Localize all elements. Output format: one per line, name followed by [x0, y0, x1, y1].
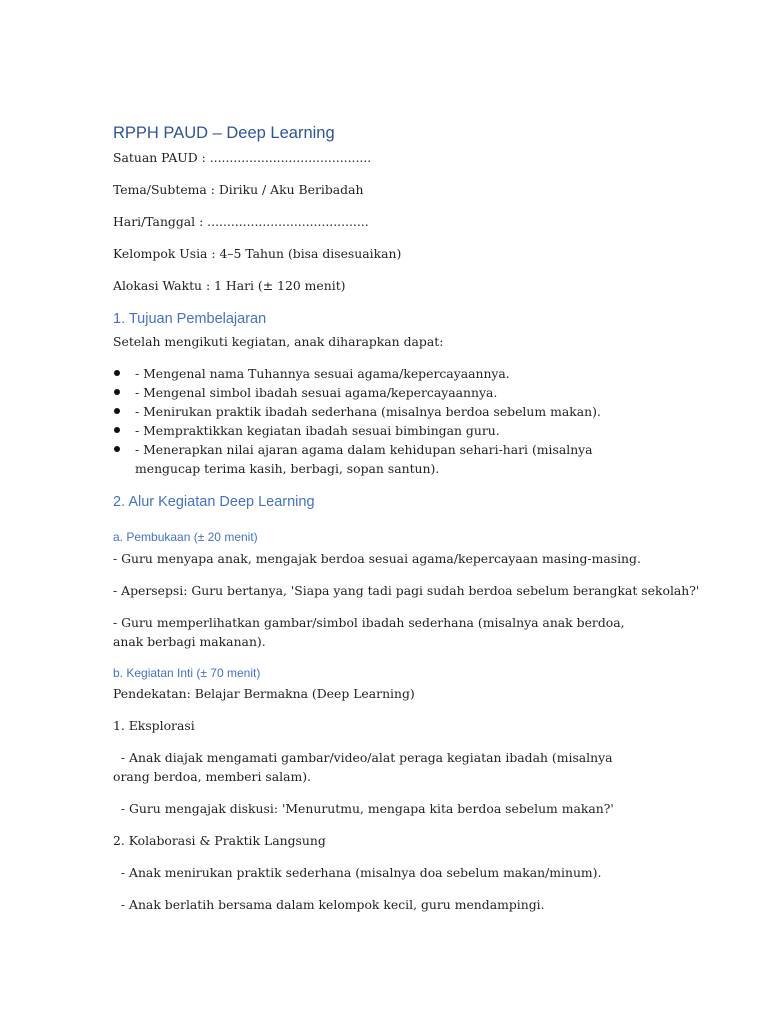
meta-hari: Hari/Tanggal : ......................................... — [113, 214, 369, 229]
bullet-icon — [114, 427, 120, 433]
step-eksplorasi: 1. Eksplorasi — [113, 718, 195, 733]
bullet-icon — [114, 408, 120, 414]
subheading-kegiatan-inti: b. Kegiatan Inti (± 70 menit) — [113, 666, 261, 680]
pembukaan-paragraph: - Apersepsi: Guru bertanya, 'Siapa yang tadi pagi sudah berdoa sebelum berangkat sekolah?' — [113, 583, 700, 598]
bullet-text: - Mempraktikkan kegiatan ibadah sesuai bimbingan guru. — [135, 423, 500, 438]
document-title: RPPH PAUD – Deep Learning — [113, 124, 335, 142]
section-heading-alur: 2. Alur Kegiatan Deep Learning — [113, 494, 315, 510]
subheading-pembukaan: a. Pembukaan (± 20 menit) — [113, 530, 258, 544]
section-intro: Setelah mengikuti kegiatan, anak diharapkan dapat: — [113, 334, 444, 349]
meta-kelompok: Kelompok Usia : 4–5 Tahun (bisa disesuaikan) — [113, 246, 402, 261]
meta-alokasi: Alokasi Waktu : 1 Hari (± 120 menit) — [113, 278, 346, 293]
pembukaan-paragraph: - Guru menyapa anak, mengajak berdoa sesuai agama/kepercayaan masing-masing. — [113, 551, 641, 566]
bullet-text: - Menirukan praktik ibadah sederhana (misalnya berdoa sebelum makan). — [135, 404, 601, 419]
kolaborasi-item: - Anak berlatih bersama dalam kelompok kecil, guru mendampingi. — [113, 897, 545, 912]
pembukaan-paragraph: - Guru memperlihatkan gambar/simbol ibadah sederhana (misalnya anak berdoa, anak berbagi makanan). — [113, 615, 625, 649]
bullet-icon — [114, 370, 120, 376]
meta-tema: Tema/Subtema : Diriku / Aku Beribadah — [113, 182, 364, 197]
bullet-icon — [114, 389, 120, 395]
eksplorasi-item: - Guru mengajak diskusi: 'Menurutmu, mengapa kita berdoa sebelum makan?' — [113, 801, 614, 816]
section-heading-tujuan: 1. Tujuan Pembelajaran — [113, 311, 267, 327]
bullet-text: - Mengenal simbol ibadah sesuai agama/kepercayaannya. — [135, 385, 498, 400]
bullet-text: - Menerapkan nilai ajaran agama dalam kehidupan sehari-hari (misalnya mengucap terima kasih, berbagi, sopan santun). — [135, 442, 593, 476]
pendekatan-text: Pendekatan: Belajar Bermakna (Deep Learning) — [113, 686, 415, 701]
step-kolaborasi: 2. Kolaborasi & Praktik Langsung — [113, 833, 326, 848]
kolaborasi-item: - Anak menirukan praktik sederhana (misalnya doa sebelum makan/minum). — [113, 865, 602, 880]
meta-satuan: Satuan PAUD : ......................................... — [113, 150, 372, 165]
bullet-icon — [114, 446, 120, 452]
bullet-text: - Mengenal nama Tuhannya sesuai agama/kepercayaannya. — [135, 366, 510, 381]
eksplorasi-item: - Anak diajak mengamati gambar/video/alat peraga kegiatan ibadah (misalnya orang berdoa, memberi salam). — [113, 750, 617, 784]
